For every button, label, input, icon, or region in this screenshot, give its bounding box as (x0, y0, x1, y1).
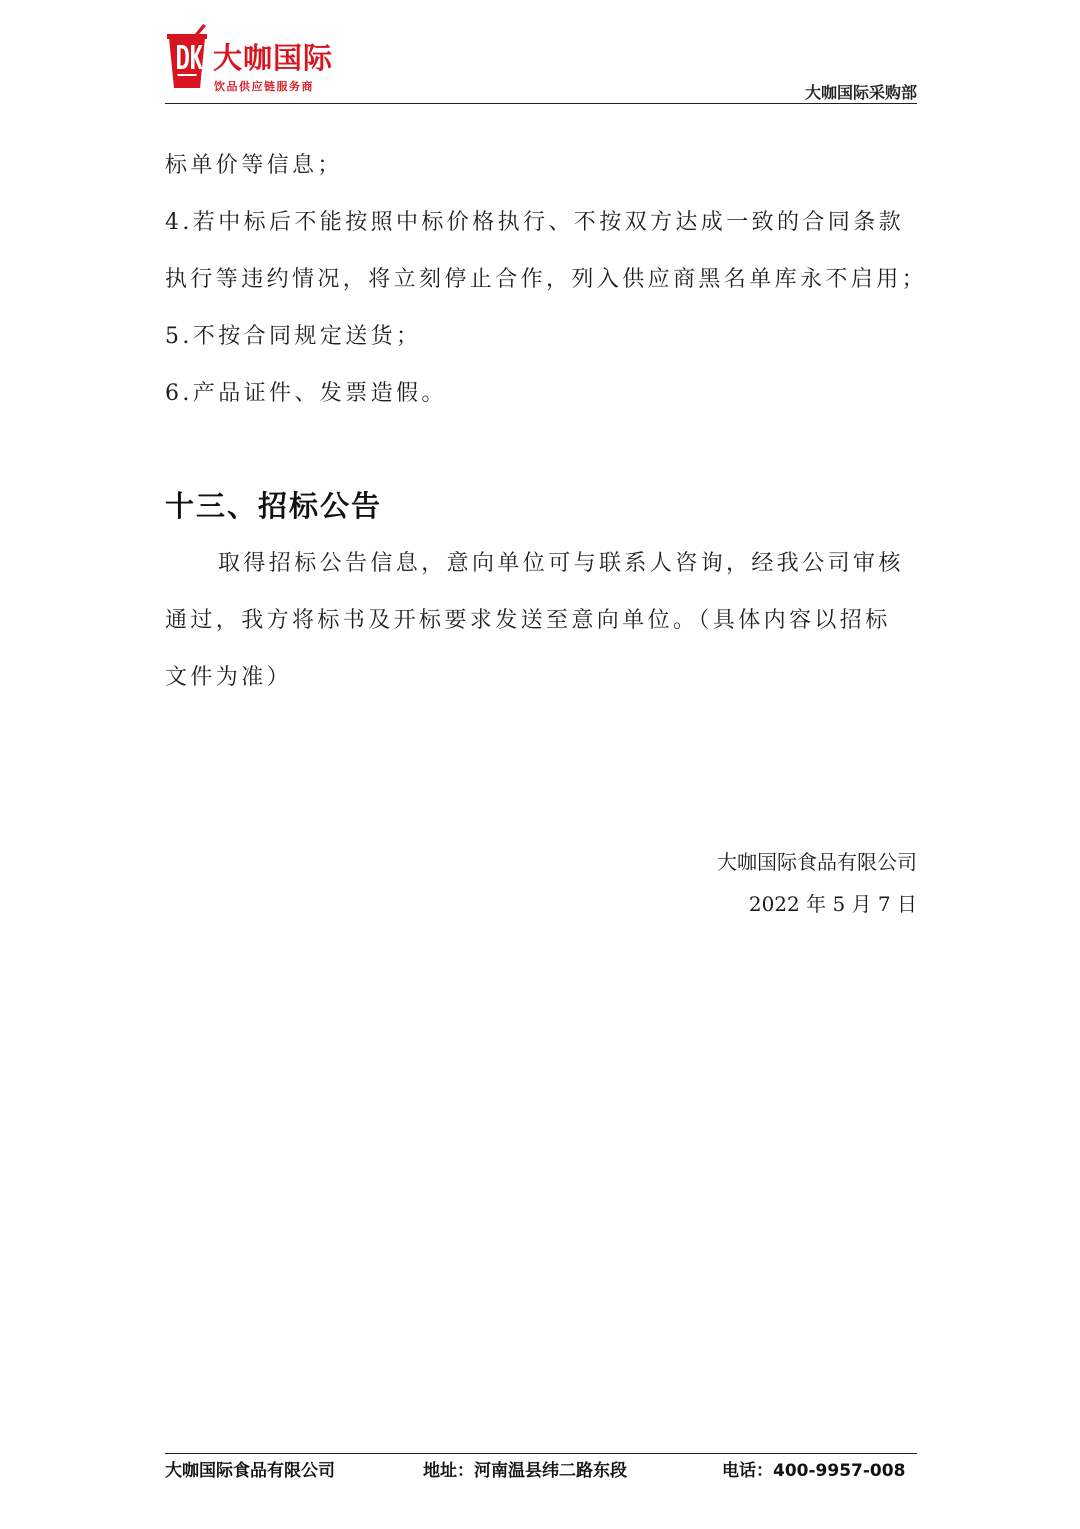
dk-cup-logo-icon (165, 24, 209, 90)
footer-phone: 电话：400-9957-008 (722, 1461, 906, 1481)
section-title: 十三、招标公告 (165, 489, 383, 523)
footer-address: 地址：河南温县纬二路东段 (423, 1461, 627, 1481)
section-paragraph-line: 通过，我方将标书及开标要求发送至意向单位。（具体内容以招标 (165, 608, 891, 633)
signature-company: 大咖国际食品有限公司 (717, 850, 917, 874)
signature-date: 2022 年 5 月 7 日 (748, 892, 917, 916)
body-line: 6.产品证件、发票造假。 (165, 381, 447, 406)
header-department: 大咖国际采购部 (804, 83, 917, 102)
section-paragraph-line: 文件为准） (165, 665, 293, 690)
footer-divider (165, 1453, 917, 1454)
body-line: 标单价等信息； (165, 153, 343, 178)
logo-tagline: 饮品供应链服务商 (214, 80, 314, 93)
section-paragraph-line: 取得招标公告信息，意向单位可与联系人咨询，经我公司审核 (218, 551, 904, 576)
body-line: 5.不按合同规定送货； (165, 324, 422, 349)
page-header (165, 20, 917, 104)
footer-company: 大咖国际食品有限公司 (165, 1461, 335, 1481)
body-line: 4.若中标后不能按照中标价格执行、不按双方达成一致的合同条款 (165, 210, 904, 235)
header-divider (165, 103, 917, 104)
body-line: 执行等违约情况，将立刻停止合作，列入供应商黑名单库永不启用； (165, 267, 928, 292)
company-logo (165, 22, 385, 94)
logo-name: 大咖国际 (213, 41, 334, 75)
